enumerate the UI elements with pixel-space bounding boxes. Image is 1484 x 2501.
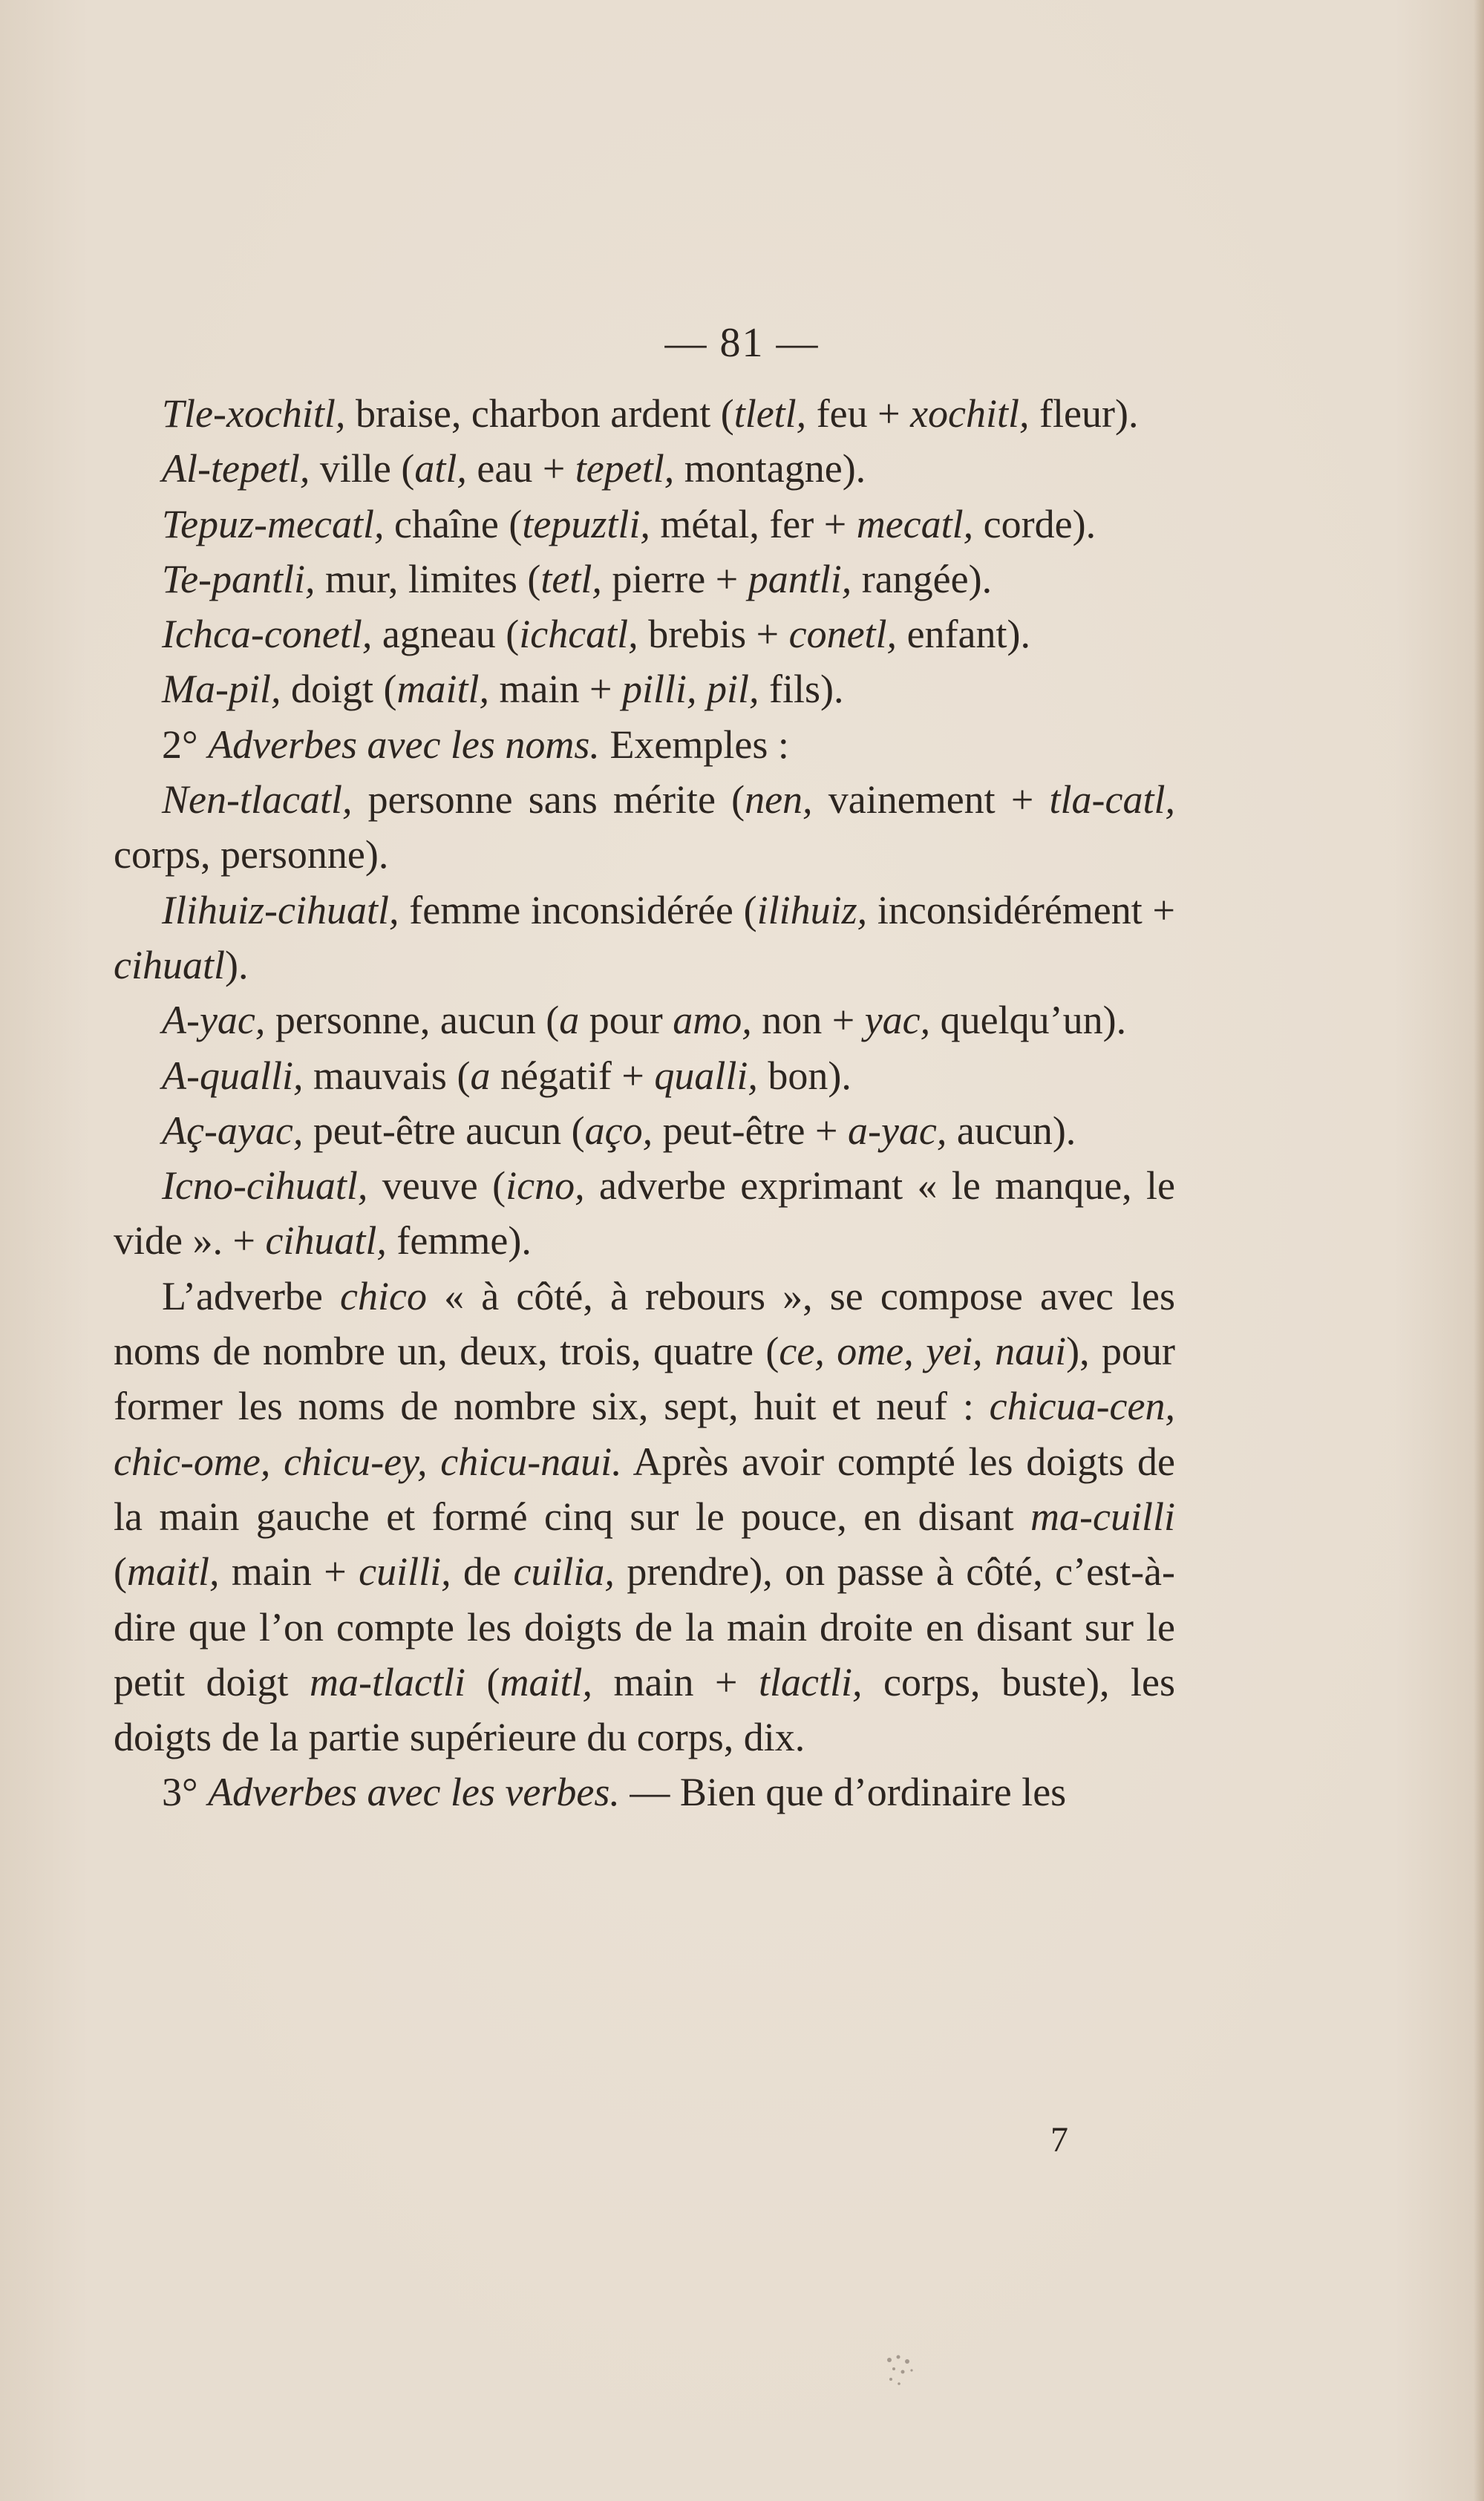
italic-term: Al-tepetl, [162, 446, 310, 491]
paragraph [114, 1048, 1175, 1103]
paragraph [114, 883, 1175, 993]
italic-term: Adverbes avec les noms. [208, 722, 600, 767]
text-run: eau + [466, 446, 575, 491]
text-run: prendre), on passe à côté, c’est-à-dire que l’on compte les doigts de la main droite en disant sur le petit doigt [114, 1549, 1175, 1704]
text-run: bon). [757, 1053, 851, 1098]
text-run: Après avoir compté les doigts de la main gauche et formé cinq sur le pouce, en disant [114, 1439, 1176, 1539]
text-run: rangée). [851, 556, 993, 601]
italic-term: ilihuiz, [756, 887, 868, 932]
text-run: — Bien que d’ordinaire les [619, 1770, 1067, 1815]
italic-term: yac, [864, 998, 931, 1043]
italic-term: maitl, [396, 667, 489, 712]
paragraph [114, 993, 1175, 1047]
text-run: ville ( [310, 446, 415, 491]
text-run: agneau ( [372, 612, 520, 657]
text-run: Exemples : [599, 722, 789, 767]
italic-term: Aç-ayac, [162, 1108, 304, 1153]
text-run: « à côté, à rebours », se compose avec les noms de nombre un, deux, trois, quatre ( [114, 1273, 1175, 1374]
italic-term: Tepuz-mecatl, [162, 501, 385, 546]
italic-term: maitl, [500, 1659, 593, 1704]
text-run [696, 667, 707, 711]
body-text [114, 386, 1175, 1820]
text-run: corde). [973, 501, 1096, 546]
italic-term: Te-pantli, [162, 556, 316, 601]
italic-term: mecatl, [856, 501, 974, 546]
text-run: ( [114, 1549, 127, 1595]
italic-term: Tle-xochitl, [162, 391, 346, 436]
italic-term: tla-catl, [1049, 777, 1175, 823]
text-run: mur, limites ( [315, 556, 541, 601]
italic-term: a [559, 998, 580, 1043]
text-run: L’adverbe [162, 1273, 341, 1318]
text-run: inconsidérément + [867, 887, 1175, 932]
italic-term: nen, [745, 777, 813, 823]
text-run: main + [219, 1549, 359, 1595]
text-run: enfant). [897, 612, 1030, 657]
text-run: mauvais ( [303, 1053, 471, 1098]
text-run: doigt ( [281, 667, 397, 712]
text-run: ). [224, 942, 249, 987]
text-run: pour [579, 998, 673, 1043]
paragraph [114, 717, 1175, 772]
text-run: chaîne ( [384, 501, 523, 546]
italic-term: conetl, [788, 612, 898, 657]
text-run: personne, aucun ( [265, 998, 560, 1043]
paragraph [114, 772, 1175, 883]
paragraph [114, 1269, 1175, 1765]
italic-term: cuilia, [513, 1549, 615, 1595]
text-run: personne sans mérite ( [352, 777, 745, 823]
text-run: pierre + [601, 556, 748, 601]
italic-term: A-qualli, [162, 1053, 304, 1098]
page-edge-shadow [1474, 0, 1484, 2501]
text-run: fils). [759, 667, 844, 712]
italic-term: icno, [506, 1163, 585, 1209]
italic-term: cihuatl [114, 942, 225, 987]
italic-term: Ichca-conetl, [162, 612, 373, 657]
paragraph [114, 1103, 1175, 1158]
text-run: fleur). [1029, 391, 1139, 436]
text-run: non + [751, 998, 865, 1043]
italic-term: Ilihuiz-cihuatl, [162, 887, 399, 932]
italic-term: atl, [414, 446, 467, 491]
text-run: corps, buste), les doigts de la partie supérieure du corps, dix. [114, 1659, 1176, 1760]
italic-term: a [470, 1053, 491, 1098]
text-run: corps, personne). [114, 832, 389, 877]
italic-term: ma-tlactli [310, 1659, 465, 1704]
text-run: peut-être aucun ( [303, 1108, 585, 1153]
italic-term: chico [340, 1273, 427, 1318]
italic-term: xochitl, [910, 391, 1030, 436]
italic-term: cihuatl, [265, 1218, 387, 1263]
text-run: feu + [806, 391, 911, 436]
italic-term: amo, [673, 998, 752, 1043]
italic-term: tletl, [733, 391, 807, 436]
text-run: femme inconsidérée ( [399, 887, 757, 932]
text-run: ), pour former les noms de nombre six, sept, huit et neuf : [114, 1329, 1176, 1429]
paragraph [114, 1765, 1175, 1820]
italic-term: Adverbes avec les verbes. [208, 1770, 620, 1815]
paragraph [114, 607, 1175, 661]
text-run: peut-être + [653, 1108, 848, 1153]
paragraph [114, 386, 1175, 441]
text-run: main + [489, 667, 622, 712]
paragraph [114, 661, 1175, 716]
text-run: aucun). [947, 1108, 1076, 1153]
italic-term: tetl, [540, 556, 602, 601]
paragraph [114, 441, 1175, 496]
paragraph [114, 497, 1175, 552]
italic-term: qualli, [654, 1053, 758, 1098]
italic-term: pantli, [748, 556, 852, 601]
italic-term: maitl, [126, 1549, 220, 1595]
paragraph [114, 552, 1175, 607]
italic-term: chicua-cen, chic-ome, chicu-ey, chicu-naui. [114, 1384, 1175, 1484]
italic-term: ma-cuilli [1030, 1494, 1175, 1539]
text-run: femme). [386, 1218, 532, 1263]
text-run: 3° [162, 1770, 209, 1815]
text-run: veuve ( [367, 1163, 506, 1209]
italic-term: pilli, [621, 667, 697, 712]
italic-term: A-yac, [162, 998, 266, 1043]
text-run: montagne). [674, 446, 866, 491]
italic-term: tepuztli, [522, 501, 650, 546]
italic-term: ichcatl, [519, 612, 638, 657]
text-run: de [451, 1549, 514, 1595]
text-run: quelqu’un). [930, 998, 1127, 1043]
italic-term: Icno-cihuatl, [162, 1163, 368, 1209]
text-run: main + [592, 1659, 759, 1704]
italic-term: Nen-tlacatl, [162, 777, 353, 823]
italic-term: a-yac, [847, 1108, 947, 1153]
italic-term: pil, [706, 667, 759, 712]
text-run: ( [465, 1659, 500, 1704]
italic-term: tlactli, [759, 1659, 863, 1704]
library-stamp-icon [876, 2350, 928, 2394]
text-run: négatif + [490, 1053, 655, 1098]
text-run: adverbe exprimant « le manque, le vide ». + [114, 1163, 1175, 1263]
text-run: braise, charbon ardent ( [345, 391, 734, 436]
italic-term: ce, ome, yei, naui [779, 1329, 1067, 1374]
italic-term: cuilli, [359, 1549, 451, 1595]
italic-term: aço, [584, 1108, 653, 1153]
page-number-header: — 81 — [664, 320, 820, 366]
text-run: brebis + [638, 612, 789, 657]
text-run: 2° [162, 722, 209, 767]
signature-mark: 7 [1050, 2120, 1068, 2160]
text-run: vainement + [812, 777, 1050, 823]
italic-term: tepetl, [575, 446, 675, 491]
paragraph [114, 1158, 1175, 1269]
text-run: métal, fer + [650, 501, 857, 546]
italic-term: Ma-pil, [162, 667, 281, 712]
